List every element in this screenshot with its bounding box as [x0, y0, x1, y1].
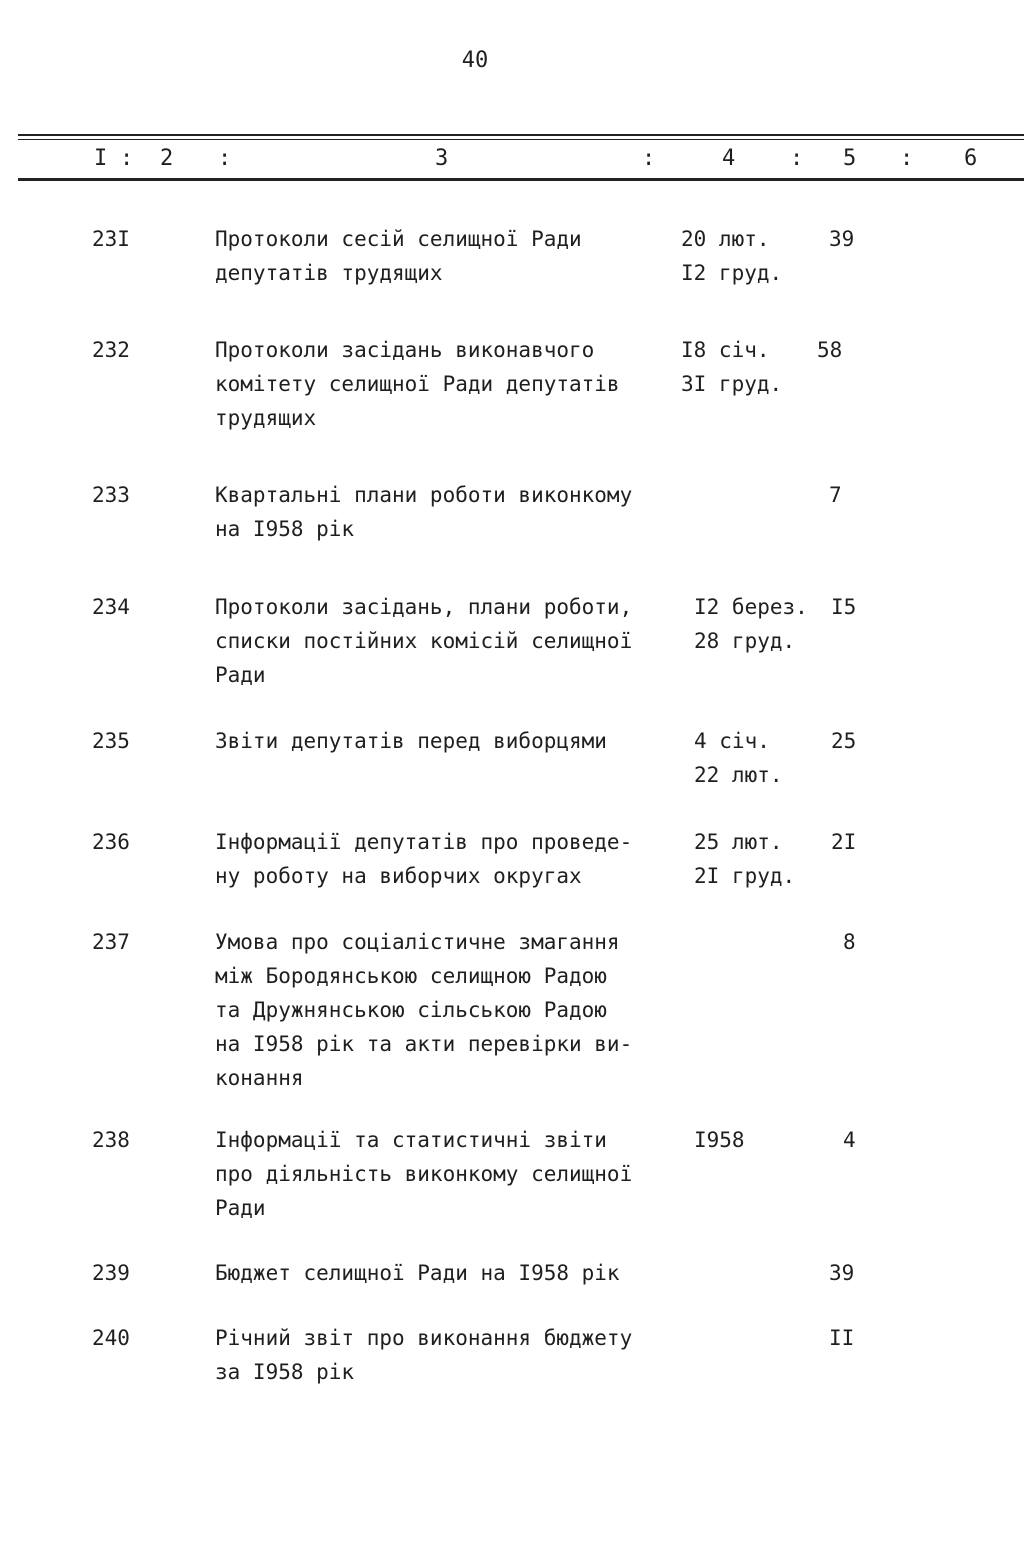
sheet-count: 2I: [831, 830, 857, 854]
sheet-count: 4: [843, 1128, 856, 1152]
case-number: 235: [92, 729, 130, 753]
case-number: 238: [92, 1128, 130, 1152]
case-title: Квартальні плани роботи виконкому на I958 рік: [215, 483, 633, 541]
case-title: Інформації та статистичні звіти про діяльність виконкому селищної Ради: [215, 1128, 633, 1220]
case-title: Умова про соціалістичне змагання між Бородянською селищною Радою та Дружнянською сільською Радою на I958 рік та акти перевірки ви- конання: [215, 930, 633, 1090]
case-dates: I958: [694, 1128, 745, 1152]
case-number: 237: [92, 930, 130, 954]
sheet-count: II: [829, 1326, 855, 1350]
column-header-3: 3: [435, 146, 449, 171]
column-separator: :: [790, 146, 804, 171]
case-number: 239: [92, 1261, 130, 1285]
case-dates: 20 лют. I2 груд.: [681, 227, 783, 285]
sheet-count: 7: [829, 483, 842, 507]
case-title: Протоколи засідань, плани роботи, списки постійних комісій селищної Ради: [215, 595, 633, 687]
case-title: Протоколи сесій селищної Ради депутатів трудящих: [215, 227, 582, 285]
case-number: 236: [92, 830, 130, 854]
column-separator: :: [218, 146, 232, 171]
case-title: Інформації депутатів про проведе- ну роботу на виборчих округах: [215, 830, 633, 888]
sheet-count: I5: [831, 595, 857, 619]
case-number: 23I: [92, 227, 130, 251]
case-number: 240: [92, 1326, 130, 1350]
column-header-6: 6: [964, 146, 978, 171]
case-number: 232: [92, 338, 130, 362]
case-title: Протоколи засідань виконавчого комітету селищної Ради депутатів трудящих: [215, 338, 620, 430]
column-separator: :: [642, 146, 656, 171]
column-header-5: 5: [843, 146, 857, 171]
column-separator: :: [120, 146, 134, 171]
column-separator: :: [900, 146, 914, 171]
sheet-count: 8: [843, 930, 856, 954]
column-header-row: [0, 146, 1024, 176]
column-header-2: 2: [160, 146, 174, 171]
case-number: 234: [92, 595, 130, 619]
sheet-count: 39: [829, 1261, 855, 1285]
column-header-4: 4: [722, 146, 736, 171]
sheet-count: 25: [831, 729, 857, 753]
case-dates: 4 січ. 22 лют.: [694, 729, 783, 787]
case-title: Бюджет селищної Ради на I958 рік: [215, 1261, 620, 1285]
sheet-count: 39: [829, 227, 855, 251]
header-rule-top: [18, 134, 1024, 136]
page-number: 40: [461, 48, 489, 73]
case-title: Звіти депутатів перед виборцями: [215, 729, 607, 753]
column-header-1: I: [94, 146, 108, 171]
case-dates: I2 берез. 28 груд.: [694, 595, 808, 653]
header-rule-bottom: [18, 178, 1024, 181]
sheet-count: 58: [817, 338, 843, 362]
case-dates: I8 січ. 3I груд.: [681, 338, 783, 396]
case-title: Річний звіт про виконання бюджету за I958 рік: [215, 1326, 633, 1384]
header-rule-top-thin: [18, 139, 1024, 140]
case-dates: 25 лют. 2I груд.: [694, 830, 796, 888]
case-number: 233: [92, 483, 130, 507]
